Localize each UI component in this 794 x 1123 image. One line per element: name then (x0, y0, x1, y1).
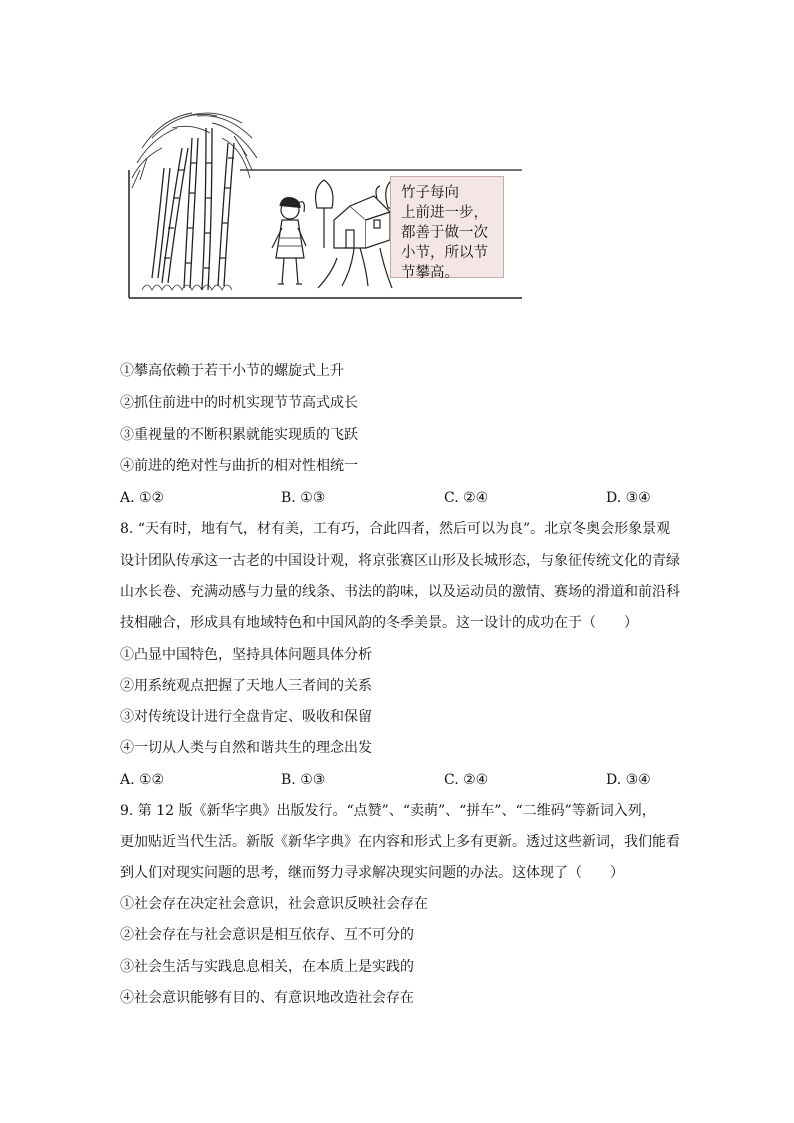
q8-option-d: D. ③④ (606, 772, 651, 788)
q7-option-a: A. ①② (120, 490, 165, 506)
q8-option-c: C. ②④ (444, 772, 489, 788)
q8-stem-line: 技相融合，形成具有地域特色和中国风韵的冬季美景。这一设计的成功在于（ ） (120, 615, 638, 631)
q9-stem-line: 到人们对现实问题的思考，继而努力寻求解决现实问题的办法。这体现了（ ） (120, 865, 624, 881)
q9-stem-line: 更加贴近当代生活。新版《新华字典》在内容和形式上多有更新。透过这些新词，我们能看 (120, 834, 680, 850)
q7-option-c: C. ②④ (444, 490, 489, 506)
speech-bubble-caption (390, 176, 504, 281)
q8-stem-line: 山水长卷、充满动感与力量的线条、书法的韵味，以及运动员的激情、赛场的滑道和前沿科 (120, 584, 680, 600)
bubble-line: 都善于做一次 (401, 225, 488, 241)
bubble-line: 上前进一步， (401, 205, 488, 221)
q7-statement-1: ①攀高依赖于若干小节的螺旋式上升 (120, 363, 344, 379)
q7-statement-2: ②抓住前进中的时机实现节节高式成长 (120, 395, 358, 411)
bubble-line: 竹子每向 (401, 185, 459, 201)
q8-option-a: A. ①② (120, 772, 165, 788)
q8-stem-line: 8. “天有时，地有气，材有美，工有巧，合此四者，然后可以为良”。北京冬奥会形象景观 (120, 521, 671, 537)
q7-statement-3: ③重视量的不断积累就能实现质的飞跃 (120, 427, 358, 443)
q9-statement-2: ②社会存在与社会意识是相互依存、互不可分的 (120, 927, 414, 943)
q7-option-d: D. ③④ (606, 490, 651, 506)
q8-statement-1: ①凸显中国特色，坚持具体问题具体分析 (120, 647, 372, 663)
q8-statement-3: ③对传统设计进行全盘肯定、吸收和保留 (120, 709, 372, 725)
q7-statement-4: ④前进的绝对性与曲折的相对性相统一 (120, 458, 358, 474)
q8-statement-4: ④一切从人类与自然和谐共生的理念出发 (120, 740, 372, 756)
q8-option-b: B. ①③ (281, 772, 326, 788)
q9-statement-1: ①社会存在决定社会意识，社会意识反映社会存在 (120, 896, 428, 912)
bubble-line: 小节，所以节 (401, 245, 488, 261)
bubble-line: 节攀高。 (401, 265, 459, 281)
q9-stem-line: 9. 第 12 版《新华字典》出版发行。“点赞”、“卖萌”、“拼车”、“二维码”等新词入列， (120, 803, 656, 819)
q9-statement-3: ③社会生活与实践息息相关，在本质上是实践的 (120, 959, 414, 975)
q8-statement-2: ②用系统观点把握了天地人三者间的关系 (120, 678, 372, 694)
q8-stem-line: 设计团队传承这一古老的中国设计观，将京张赛区山形及长城形态，与象征传统文化的青绿 (120, 553, 680, 569)
q7-option-b: B. ①③ (281, 490, 326, 506)
q9-statement-4: ④社会意识能够有目的、有意识地改造社会存在 (120, 990, 414, 1006)
